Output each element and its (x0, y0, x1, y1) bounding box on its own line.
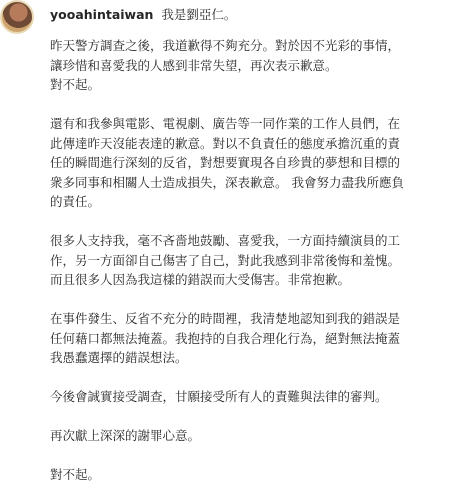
caption-paragraph: 再次獻上深深的謝罪心意。 (50, 428, 201, 443)
caption-paragraph: 還有和我參與電影、電視劇、廣告等一同作業的工作人員們，在 此傳達昨天沒能表達的歉意。對以不負責任的態度承擔沉重的責 任的瞬間進行深刻的反省，對想要實現各自珍貴的夢想和目標的 衆多同事和相關人士造成損失，深表歉意。 我會努力盡我所應負 的責任。 (50, 116, 404, 209)
avatar[interactable] (0, 0, 34, 34)
caption-paragraph: 在事件發生、反省不充分的時間裡，我清楚地認知到我的錯誤是 任何藉口都無法掩蓋。我抱持的自我合理化行為，絕對無法掩蓋 我愚蠢選擇的錯誤想法。 (50, 311, 401, 365)
caption-header (50, 6, 462, 24)
caption-first-line: 我是劉亞仁。 (161, 7, 237, 22)
caption-paragraph: 對不起。 (50, 467, 101, 482)
caption-paragraph: 昨天警方調查之後，我道歉得不夠充分。對於因不光彩的事情， 讓珍惜和喜愛我的人感到非常失望，再次表示歉意。 對不起。 (50, 38, 401, 92)
caption-body (50, 36, 464, 485)
caption-paragraph: 今後會誠實接受調查，甘願接受所有人的責難與法律的審判。 (50, 389, 388, 404)
username-link[interactable]: yooahintaiwan (50, 7, 154, 22)
caption-paragraph: 很多人支持我，毫不吝嗇地鼓勵、喜愛我，一方面持續演員的工 作，另一方面卻自己傷害了自己，對此我感到非常後悔和羞愧。 而且很多人因為我這樣的錯誤而大受傷害。非常抱歉。 (50, 233, 401, 287)
